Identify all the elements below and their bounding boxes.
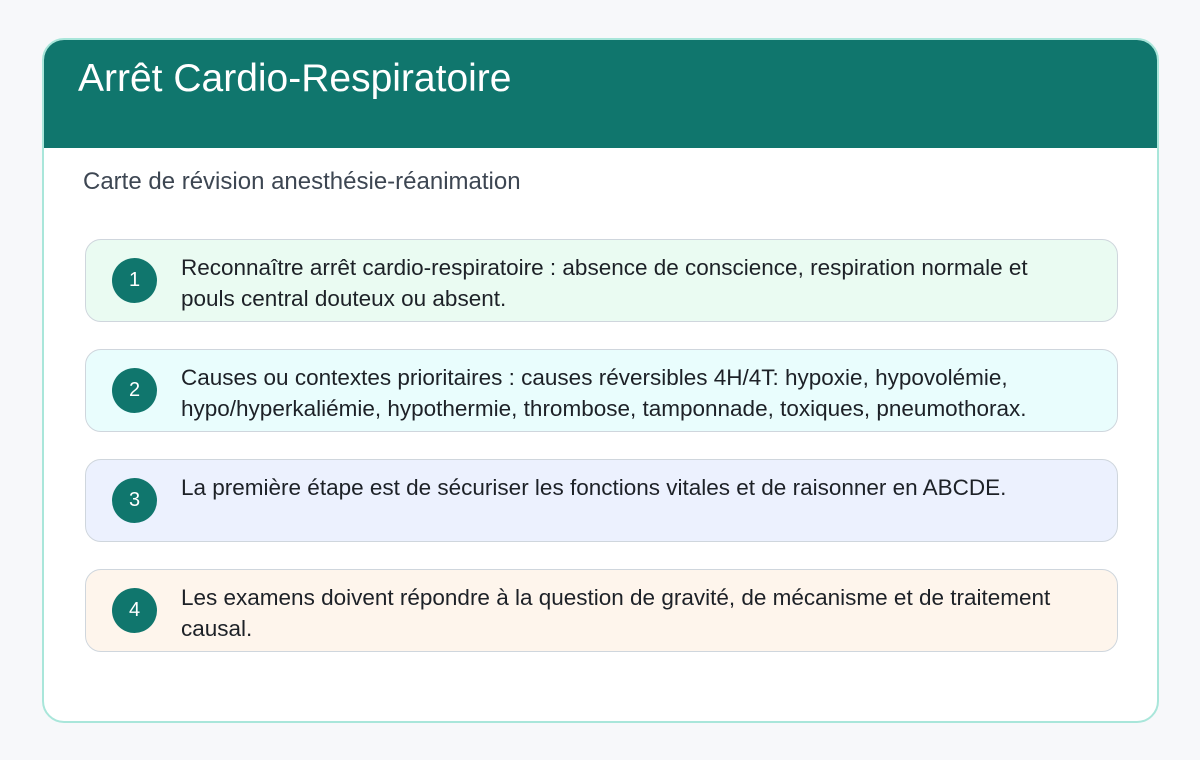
step-text: La première étape est de sécuriser les fonctions vitales et de raisonner en ABCDE.: [181, 475, 1007, 500]
step-text: Causes ou contextes prioritaires : causes réversibles 4H/4T: hypoxie, hypovolémie, hypo/hyperkaliémie, hypothermie, thrombose, tamponnade, toxiques, pneumothorax.: [181, 365, 1027, 421]
card-subtitle: Carte de révision anesthésie-réanimation: [83, 168, 521, 195]
card-header: [42, 38, 1159, 148]
step-number-badge: 1: [112, 258, 157, 303]
card-title: Arrêt Cardio-Respiratoire: [78, 57, 512, 100]
step-text: Reconnaître arrêt cardio-respiratoire : absence de conscience, respiration normale et pouls central douteux ou absent.: [181, 255, 1028, 311]
step-number-badge: 3: [112, 478, 157, 523]
step-item-2: [85, 349, 1118, 432]
step-text: Les examens doivent répondre à la question de gravité, de mécanisme et de traitement causal.: [181, 585, 1051, 641]
step-item-4: [85, 569, 1118, 652]
revision-card: [42, 38, 1159, 723]
step-item-3: [85, 459, 1118, 542]
step-number-badge: 4: [112, 588, 157, 633]
step-item-1: [85, 239, 1118, 322]
step-number-badge: 2: [112, 368, 157, 413]
